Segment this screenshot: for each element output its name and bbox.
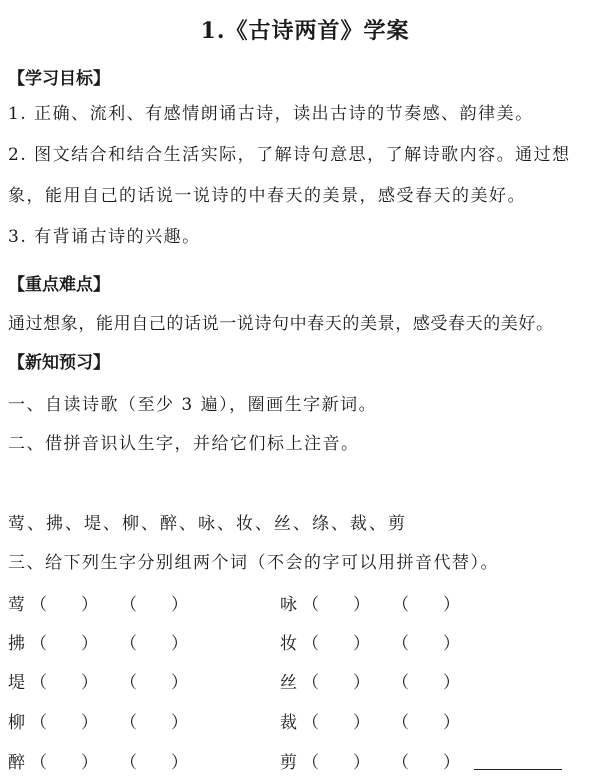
page-title: 1.《古诗两首》学案 — [200, 18, 410, 44]
goal-item: 2. 图文结合和结合生活实际，了解诗句意思，了解诗歌内容。通过想 — [8, 145, 571, 165]
goal-item: 象，能用自己的话说一说诗的中春天的美景，感受春天的美好。 — [8, 186, 526, 206]
preview-heading: 【新知预习】 — [8, 353, 110, 373]
new-characters-list: 莺、拂、堤、柳、醉、咏、妆、丝、绦、裁、剪 — [8, 514, 407, 534]
character: 柳 — [8, 713, 25, 733]
key-points-heading: 【重点难点】 — [8, 275, 110, 295]
answer-blank[interactable]: （ ） — [120, 634, 188, 654]
answer-blank[interactable]: （ ） — [392, 713, 460, 733]
character: 剪 — [280, 753, 297, 773]
answer-blank[interactable]: （ ） — [302, 634, 370, 654]
character: 莺 — [8, 595, 25, 615]
character: 丝 — [280, 673, 297, 693]
character: 堤 — [8, 673, 25, 693]
answer-blank[interactable]: （ ） — [302, 673, 370, 693]
answer-blank[interactable]: （ ） — [302, 753, 370, 773]
word-grid-row — [8, 590, 588, 614]
answer-blank[interactable]: （ ） — [392, 595, 460, 615]
character: 醉 — [8, 753, 25, 773]
answer-blank[interactable]: （ ） — [30, 595, 98, 615]
word-grid-row — [8, 668, 588, 692]
word-grid-row — [8, 708, 588, 732]
character: 裁 — [280, 713, 297, 733]
answer-blank[interactable]: （ ） — [120, 673, 188, 693]
answer-blank[interactable]: （ ） — [120, 713, 188, 733]
answer-blank[interactable]: （ ） — [30, 673, 98, 693]
character: 妆 — [280, 634, 297, 654]
answer-blank[interactable]: （ ） — [30, 753, 98, 773]
key-points-text: 通过想象，能用自己的话说一说诗句中春天的美景，感受春天的美好。 — [8, 314, 554, 334]
goal-item: 3. 有背诵古诗的兴趣。 — [8, 227, 201, 247]
answer-underline — [474, 769, 562, 770]
character: 拂 — [8, 634, 25, 654]
answer-blank[interactable]: （ ） — [30, 634, 98, 654]
answer-blank[interactable]: （ ） — [302, 713, 370, 733]
preview-task-2: 二、借拼音识认生字，并给它们标上注音。 — [8, 434, 360, 454]
preview-task-3: 三、给下列生字分别组两个词（不会的字可以用拼音代替）。 — [8, 553, 499, 573]
goals-heading: 【学习目标】 — [8, 69, 110, 89]
answer-blank[interactable]: （ ） — [120, 753, 188, 773]
answer-blank[interactable]: （ ） — [30, 713, 98, 733]
preview-task-1: 一、自读诗歌（至少 3 遍），圈画生字新词。 — [8, 395, 378, 415]
answer-blank[interactable]: （ ） — [120, 595, 188, 615]
answer-blank[interactable]: （ ） — [302, 595, 370, 615]
word-grid-row — [8, 629, 588, 653]
goal-item: 1. 正确、流利、有感情朗诵古诗，读出古诗的节奏感、韵律美。 — [8, 104, 534, 124]
answer-blank[interactable]: （ ） — [392, 673, 460, 693]
character: 咏 — [280, 595, 297, 615]
answer-blank[interactable]: （ ） — [392, 634, 460, 654]
answer-blank[interactable]: （ ） — [392, 753, 460, 773]
